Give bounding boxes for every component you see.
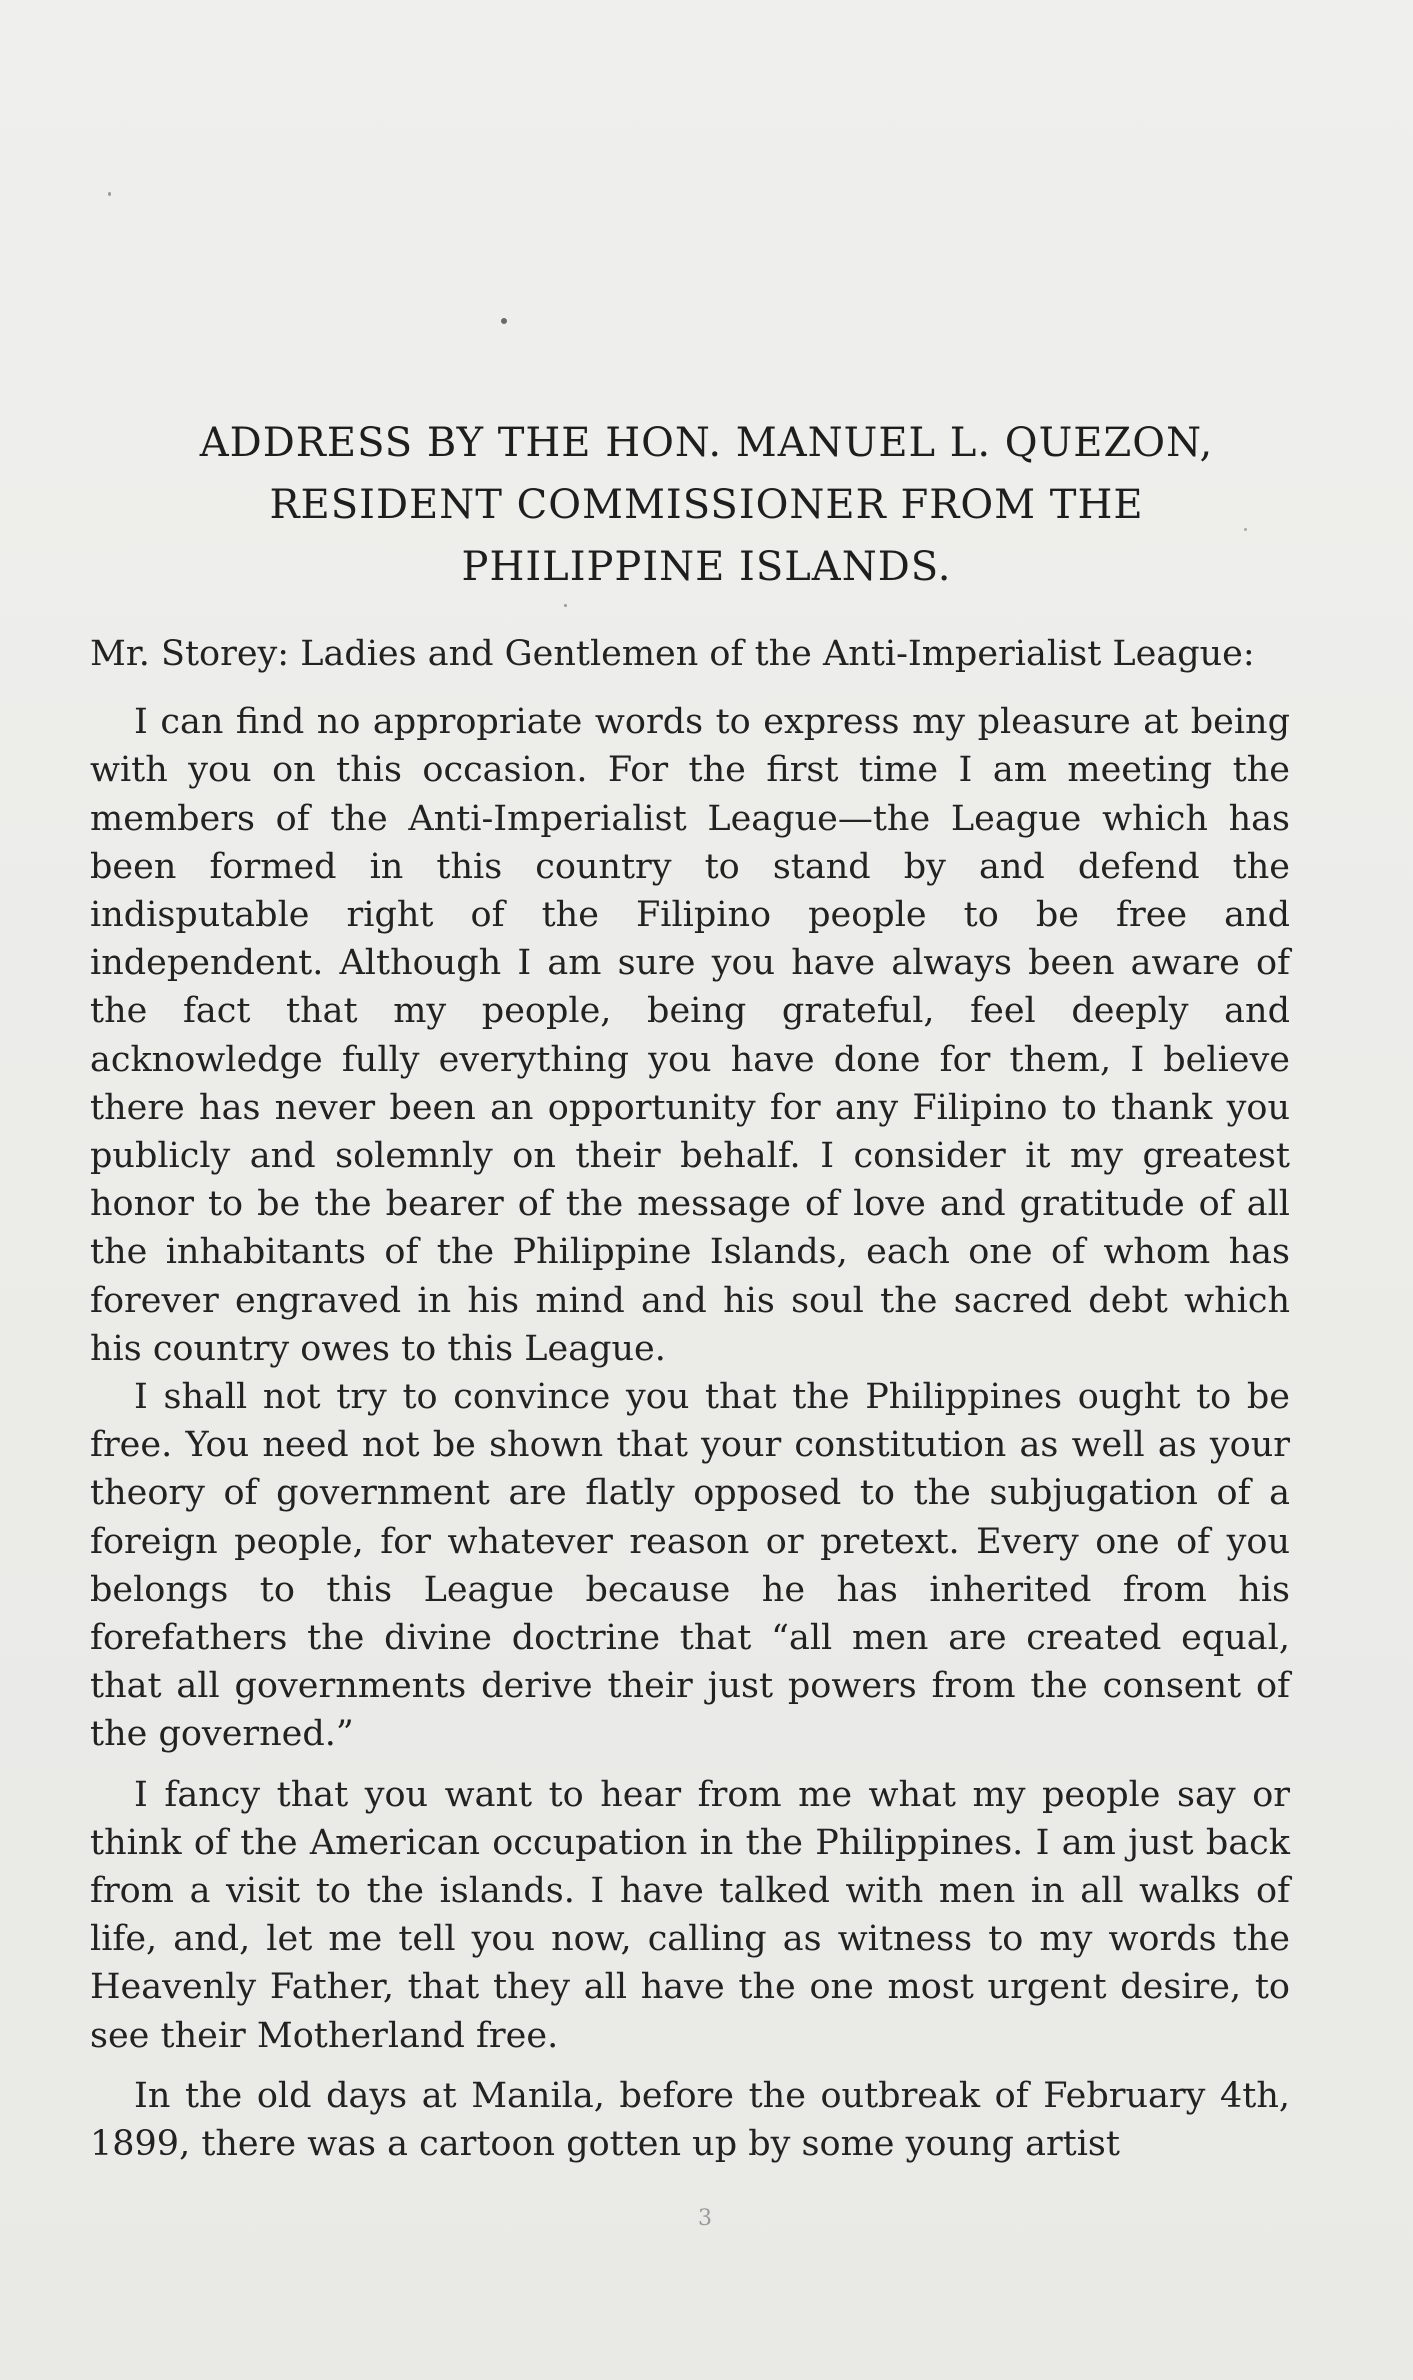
- paragraph: In the old days at Manila, before the outbreak of February 4th, 1899, there was a cartoon gotten up by some young artist: [90, 2075, 1290, 2165]
- address-body: [90, 630, 1290, 2168]
- print-speck: [564, 604, 567, 607]
- address-heading: [70, 412, 1343, 598]
- print-speck: [501, 318, 507, 324]
- heading-line: PHILIPPINE ISLANDS.: [461, 544, 952, 590]
- paragraph: I shall not try to convince you that the Philippines ought to be free. You need not be shown that your constitution as well as your theory of government are flatly opposed to the subjugation of a foreign people, for whatever reason or pretext. Every one of you belongs to this League because he has inherited from his forefathers the divine doctrine that “all men are created equal, that all governments derive their just powers from the consent of the governed.”: [90, 1377, 1290, 1755]
- paragraph: I fancy that you want to hear from me what my people say or think of the American occupation in the Philippines. I am just back from a visit to the islands. I have talked with men in all walks of life, and, let me tell you now, calling as witness to my words the Heavenly Father, that they all have the one most urgent desire, to see their Motherland free.: [90, 1774, 1290, 2056]
- salutation: Mr. Storey: Ladies and Gentlemen of the Anti-Imperialist League:: [90, 634, 1255, 674]
- page-number: 3: [698, 2206, 712, 2231]
- heading-line: RESIDENT COMMISSIONER FROM THE: [269, 482, 1144, 528]
- print-speck: [108, 192, 111, 196]
- paragraph: I can find no appropriate words to express my pleasure at being with you on this occasion. For the first time I am meeting the members of the Anti-Imperialist League—the League which has been formed in this country to stand by and defend the indisputable right of the Filipino people to be free and independent. Although I am sure you have always been aware of the fact that my people, being grateful, feel deeply and acknowledge fully everything you have done for them, I believe there has never been an opportunity for any Filipino to thank you publicly and solemnly on their behalf. I consider it my greatest honor to be the bearer of the message of love and gratitude of all the inhabitants of the Philippine Islands, each one of whom has forever engraved in his mind and his soul the sacred debt which his country owes to this League.: [90, 702, 1290, 1369]
- heading-line: ADDRESS BY THE HON. MANUEL L. QUEZON,: [199, 420, 1214, 466]
